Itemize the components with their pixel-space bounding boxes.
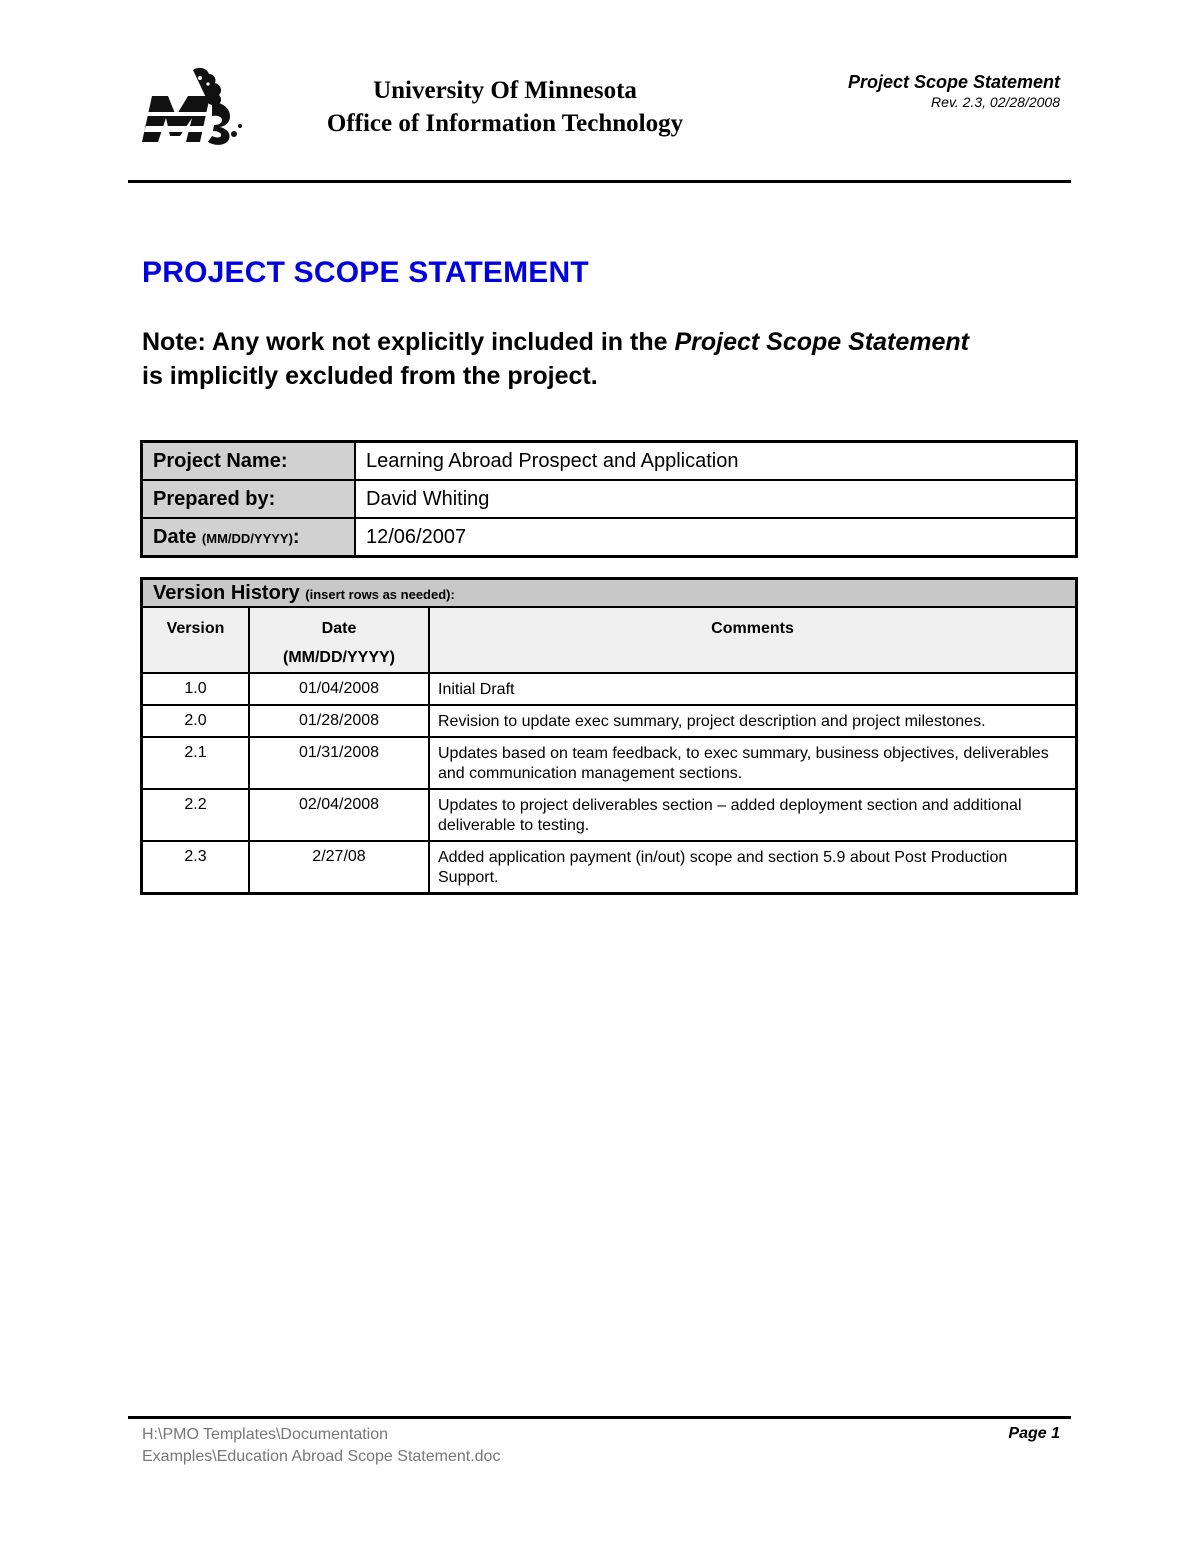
- comments-cell: Updates based on team feedback, to exec summary, business objectives, deliverables and communication management sections.: [429, 737, 1077, 789]
- footer-file-path: [142, 1424, 500, 1468]
- comments-cell: Revision to update exec summary, project description and project milestones.: [429, 705, 1077, 737]
- date-cell: 2/27/08: [249, 841, 429, 894]
- column-header-date: [249, 607, 429, 673]
- version-row: [142, 789, 1077, 841]
- date-cell: 01/28/2008: [249, 705, 429, 737]
- column-header-date-label: Date: [321, 620, 357, 637]
- version-cell: 2.0: [142, 705, 250, 737]
- date-cell: 01/04/2008: [249, 673, 429, 705]
- date-label-cell: [142, 518, 356, 557]
- version-row: [142, 841, 1077, 894]
- header-divider: [128, 180, 1071, 183]
- scope-note: [142, 325, 1082, 393]
- project-name-row: [142, 442, 1077, 481]
- version-history-header-row: [142, 607, 1077, 673]
- project-info-table: [140, 440, 1078, 558]
- version-history-note: (insert rows as needed):: [305, 586, 455, 602]
- version-history-caption: [142, 579, 1077, 608]
- prepared-by-value: David Whiting: [355, 480, 1077, 518]
- revision-label: Rev. 2.3, 02/28/2008: [931, 94, 1060, 110]
- version-history-title: Version History: [153, 581, 300, 604]
- version-row: [142, 737, 1077, 789]
- prepared-by-row: [142, 480, 1077, 518]
- date-label-colon: :: [292, 525, 300, 548]
- column-header-comments: Comments: [429, 607, 1077, 673]
- version-history-caption-row: [142, 579, 1077, 608]
- note-text-end: is implicitly excluded from the project.: [142, 362, 598, 390]
- footer-divider: [128, 1416, 1071, 1419]
- version-cell: 2.1: [142, 737, 250, 789]
- column-header-version: Version: [142, 607, 250, 673]
- project-name-label: Project Name:: [142, 442, 356, 481]
- note-text-start: Note: Any work not explicitly included in the: [142, 328, 675, 356]
- date-label: Date: [153, 525, 197, 548]
- version-cell: 2.3: [142, 841, 250, 894]
- version-row: [142, 705, 1077, 737]
- file-path-line-1: H:\PMO Templates\Documentation: [142, 1426, 389, 1443]
- university-name: University Of Minnesota: [373, 77, 637, 104]
- prepared-by-label: Prepared by:: [142, 480, 356, 518]
- comments-cell: Initial Draft: [429, 673, 1077, 705]
- date-cell: 01/31/2008: [249, 737, 429, 789]
- comments-cell: Updates to project deliverables section – added deployment section and additional deliverable to testing.: [429, 789, 1077, 841]
- date-cell: 02/04/2008: [249, 789, 429, 841]
- date-format-hint: (MM/DD/YYYY): [201, 530, 293, 546]
- document-meta: [848, 71, 1060, 111]
- university-logo: [138, 66, 248, 146]
- column-header-date-format: (MM/DD/YYYY): [283, 649, 395, 666]
- date-value: 12/06/2007: [355, 518, 1077, 557]
- version-history-table: [140, 577, 1078, 895]
- version-cell: 1.0: [142, 673, 250, 705]
- project-name-value: Learning Abroad Prospect and Application: [355, 442, 1077, 481]
- comments-cell: Added application payment (in/out) scope and section 5.9 about Post Production Support.: [429, 841, 1077, 894]
- document-type: Project Scope Statement: [847, 72, 1060, 92]
- file-path-line-2: Examples\Education Abroad Scope Statement.doc: [142, 1448, 501, 1465]
- page-title: PROJECT SCOPE STATEMENT: [142, 256, 589, 289]
- office-name: Office of Information Technology: [326, 110, 684, 137]
- version-row: [142, 673, 1077, 705]
- note-text-italic: Project Scope Statement: [674, 328, 969, 356]
- page-header: [0, 0, 1200, 190]
- page-number: Page 1: [1008, 1425, 1060, 1442]
- date-row: [142, 518, 1077, 557]
- organization-name: [270, 74, 740, 140]
- version-cell: 2.2: [142, 789, 250, 841]
